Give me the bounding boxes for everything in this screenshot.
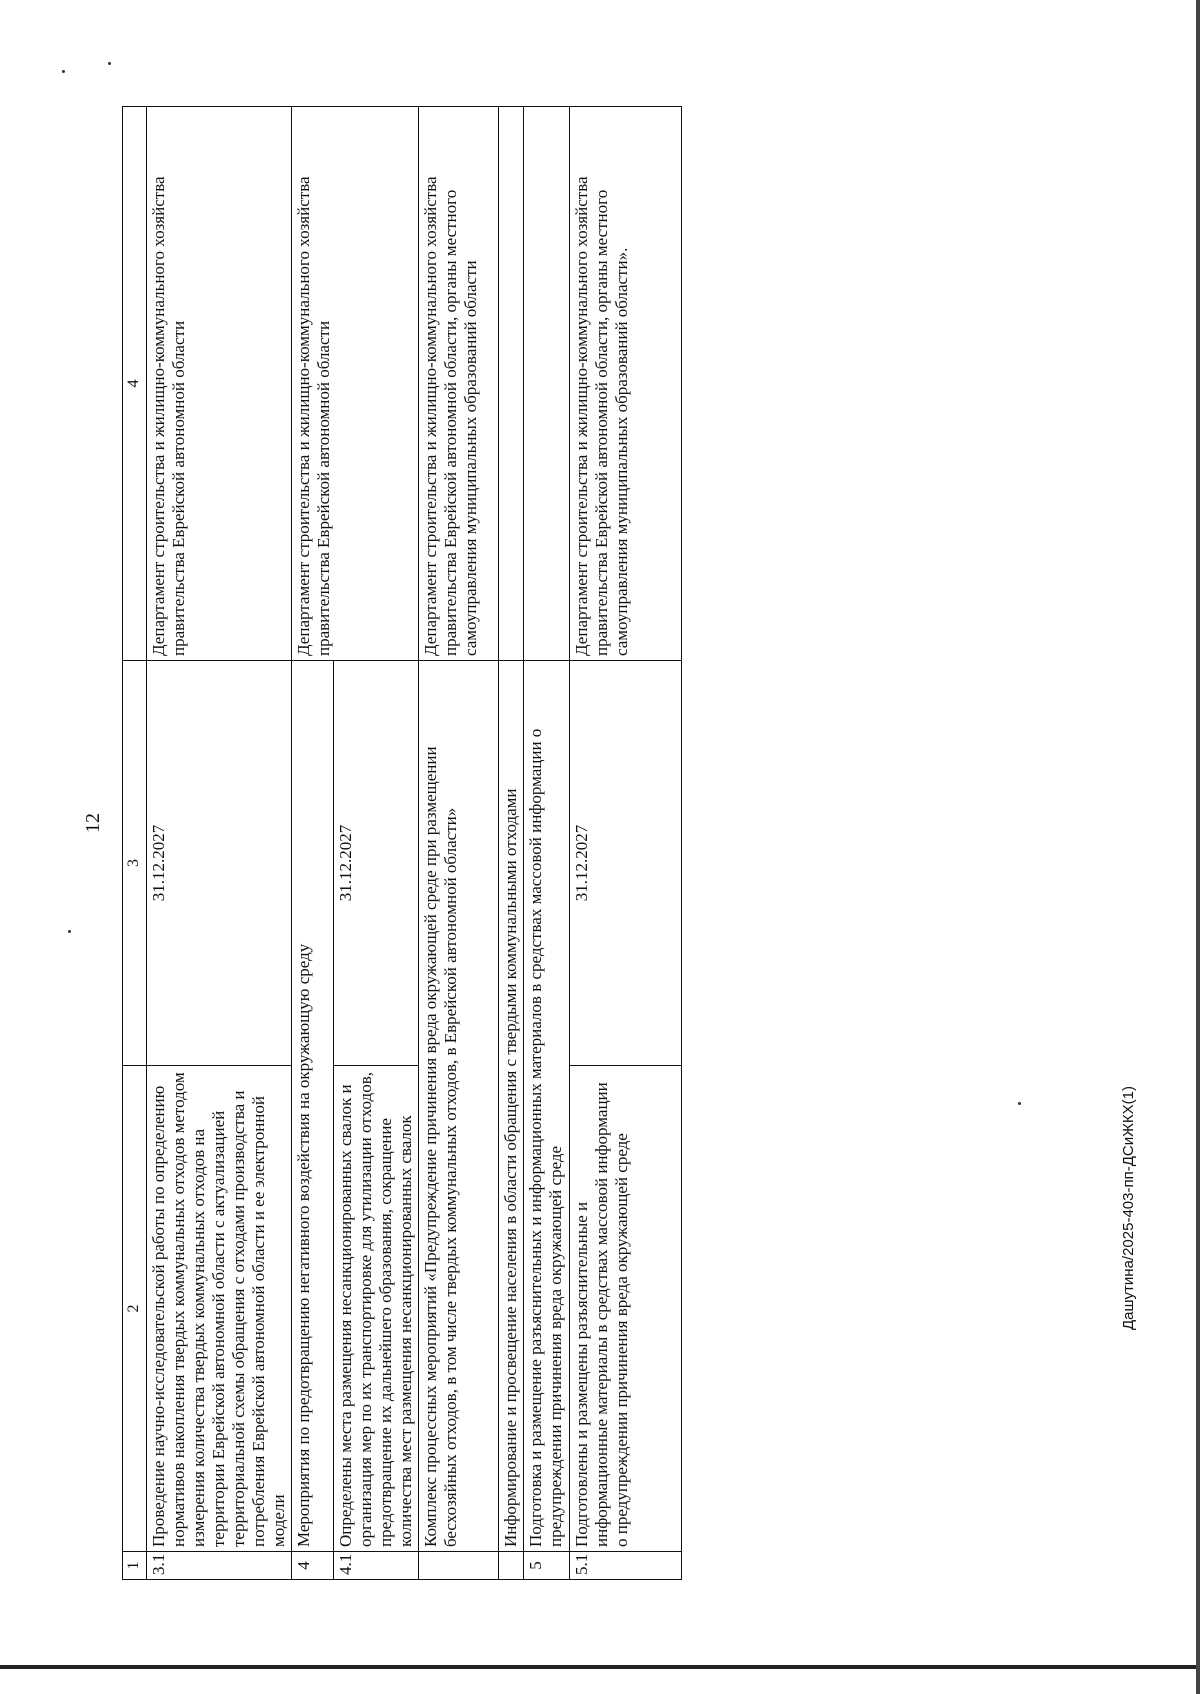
header-cell: 4: [123, 107, 147, 661]
page-number: 12: [82, 813, 104, 833]
row-text: Информирование и просвещение населения в области обращения с твердыми коммунальными отходами: [499, 661, 524, 1552]
row-number: [499, 1552, 524, 1580]
table-row: [499, 107, 524, 1580]
row-responsible: Департамент строительства и жилищно-коммунального хозяйства правительства Еврейской автономной области, органы местного самоуправления муниципальных образований области».: [569, 107, 681, 661]
table-header-row: [123, 107, 147, 1580]
table-row: [146, 107, 291, 1580]
table-row: [292, 107, 334, 1580]
row-text: Подготовка и размещение разъяснительных и информационных материалов в средствах массовой информации о предупреждении причинения вреда окружающей среде: [524, 661, 569, 1552]
row-date: 31.12.2027: [146, 661, 291, 1066]
row-text: Мероприятия по предотвращению негативного воздействия на окружающую среду: [292, 661, 334, 1552]
row-responsible: [499, 107, 524, 661]
row-text: Проведение научно-исследовательской работы по определению нормативов накопления твердых коммунальных отходов методом измерения количества твердых коммунальных отходов на территории Еврейской автономной области с актуализацией территориальной схемы обращения с отходами производства и потребления Еврейской автономной области и ее электронной модели: [146, 1066, 291, 1552]
row-number: 5.1: [569, 1552, 681, 1580]
row-responsible: [524, 107, 569, 661]
row-text: Подготовлены и размещены разъяснительные и информационные материалы в средствах массовой информации о предупреждении причинения вреда окружающей среде: [569, 1066, 681, 1552]
header-cell: 2: [123, 1066, 147, 1552]
row-responsible: Департамент строительства и жилищно-коммунального хозяйства правительства Еврейской автономной области: [146, 107, 291, 661]
table-row: [419, 107, 499, 1580]
row-text: Комплекс процессных мероприятий «Предупреждение причинения вреда окружающей среде при размещении бесхозяйных отходов, в том числе твердых коммунальных отходов, в Еврейской автономной области»: [419, 661, 499, 1552]
table-row: [524, 107, 569, 1580]
header-cell: 1: [123, 1552, 147, 1580]
row-number: [419, 1552, 499, 1580]
table-row: [569, 107, 681, 1580]
row-number: 3.1: [146, 1552, 291, 1580]
measures-table: [122, 106, 682, 1580]
scan-bottom-edge: [0, 1665, 1200, 1669]
scan-right-edge: [1196, 0, 1200, 1694]
footer-code: Дашутина/2025-403-пп-ДСиЖКХ(1): [1120, 1086, 1137, 1330]
row-number: 4.1: [334, 1552, 419, 1580]
row-responsible: Департамент строительства и жилищно-коммунального хозяйства правительства Еврейской автономной области, органы местного самоуправления муниципальных образований области: [419, 107, 499, 661]
row-text: Определены места размещения несанкционированных свалок и организация мер по их транспортировке для утилизации отходов, предотвращение их дальнейшего образования, сокращение количества мест размещения несанкционированных свалок: [334, 1066, 419, 1552]
row-number: 5: [524, 1552, 569, 1580]
row-number: 4: [292, 1552, 334, 1580]
header-cell: 3: [123, 661, 147, 1066]
row-responsible: Департамент строительства и жилищно-коммунального хозяйства правительства Еврейской автономной области: [292, 107, 419, 661]
row-date: 31.12.2027: [569, 661, 681, 1066]
row-date: 31.12.2027: [334, 661, 419, 1066]
